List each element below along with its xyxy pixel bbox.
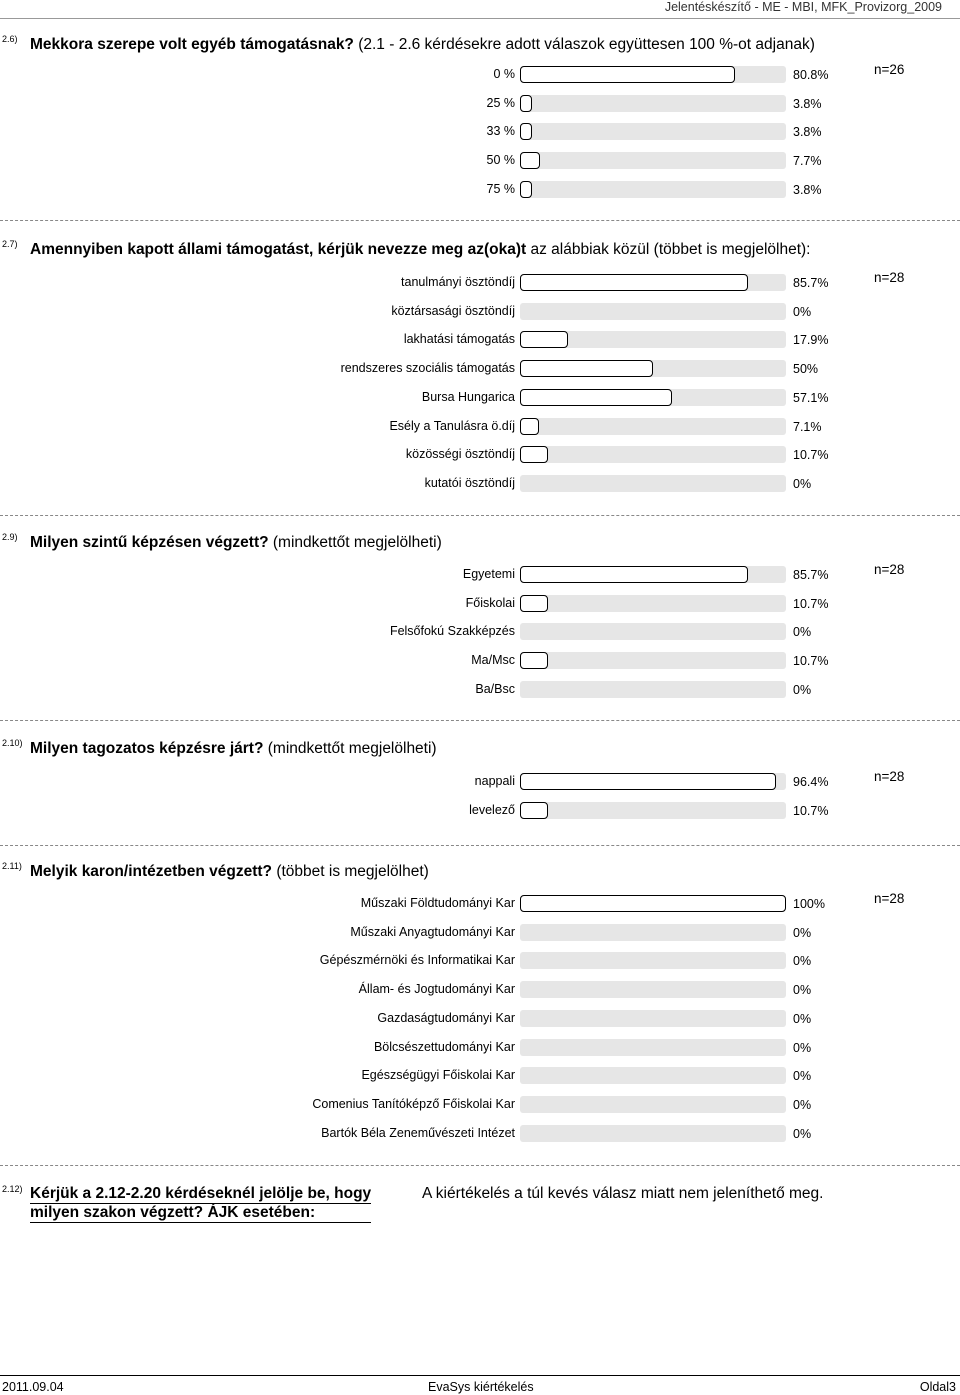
option-percentage: 50% — [793, 362, 819, 377]
question-text-rest: (többet is megjelölhet) — [272, 863, 429, 880]
bar-track — [520, 566, 786, 583]
option-percentage: 7.1% — [793, 419, 822, 434]
question-text-bold: Milyen tagozatos képzésre járt? — [30, 740, 264, 757]
option-percentage: 0% — [793, 1097, 812, 1112]
respondent-count: n=28 — [874, 891, 905, 906]
respondent-count: n=28 — [874, 270, 905, 285]
question-text-bold: Mekkora szerepe volt egyéb támogatásnak? — [30, 36, 354, 53]
bar-fill — [520, 95, 532, 112]
bar-track — [520, 1096, 786, 1113]
bar-track — [520, 446, 786, 463]
option-percentage: 10.7% — [793, 448, 829, 463]
bar-track — [520, 152, 786, 169]
option-label: Ba/Bsc — [475, 681, 515, 696]
option-percentage: 10.7% — [793, 654, 829, 669]
bar-fill — [520, 895, 786, 912]
bar-track — [520, 123, 786, 140]
question-text-rest: (mindkettőt megjelölheti) — [268, 534, 442, 551]
section-divider — [0, 1165, 960, 1166]
question-number: 2.10) — [2, 738, 23, 748]
bar-track — [520, 652, 786, 669]
bar-fill — [520, 652, 548, 669]
bar-track — [520, 952, 786, 969]
option-label: Felsőfokú Szakképzés — [389, 624, 515, 639]
option-label: 0 % — [493, 67, 515, 81]
question-number: 2.7) — [2, 239, 18, 249]
option-percentage: 96.4% — [793, 775, 829, 789]
bar-track — [520, 331, 786, 348]
option-percentage: 17.9% — [793, 333, 829, 348]
footer-center: EvaSys kiértékelés — [428, 1380, 534, 1394]
option-label: Állam- és Jogtudományi Kar — [358, 982, 515, 997]
report-title: Jelentéskészítő - ME - MBI, MFK_Provizorg_2009 — [664, 0, 942, 14]
option-percentage: 57.1% — [793, 390, 829, 405]
bar-track — [520, 895, 786, 912]
bar-fill — [520, 66, 735, 83]
question-text — [30, 863, 429, 881]
bar-track — [520, 475, 786, 492]
bar-fill — [520, 274, 748, 291]
option-percentage: 0% — [793, 925, 812, 940]
footer-page: Oldal3 — [919, 1380, 956, 1394]
footer-date: 2011.09.04 — [2, 1380, 64, 1394]
bar-track — [520, 303, 786, 320]
bar-fill — [520, 360, 653, 377]
option-label: rendszeres szociális támogatás — [340, 361, 515, 376]
bar-track — [520, 360, 786, 377]
question-number: 2.6) — [2, 34, 18, 44]
bar-fill — [520, 152, 540, 169]
bar-track — [520, 981, 786, 998]
option-percentage: 0% — [793, 1126, 812, 1141]
bar-track — [520, 1039, 786, 1056]
bar-track — [520, 181, 786, 198]
option-label: Bartók Béla Zeneművészeti Intézet — [321, 1125, 515, 1140]
bar-track — [520, 924, 786, 941]
option-label: tanulmányi ösztöndíj — [401, 275, 515, 289]
question-text — [30, 1185, 371, 1223]
bar-fill — [520, 773, 776, 790]
option-label: Gazdaságtudományi Kar — [377, 1010, 515, 1025]
option-label: Műszaki Anyagtudományi Kar — [350, 924, 515, 939]
option-percentage: 80.8% — [793, 68, 829, 82]
bar-fill — [520, 123, 532, 140]
bar-fill — [520, 802, 548, 819]
question-number: 2.12) — [2, 1184, 23, 1194]
question-text — [30, 241, 810, 259]
option-label: Egészségügyi Főiskolai Kar — [361, 1068, 515, 1083]
option-percentage: 3.8% — [793, 182, 822, 197]
option-label: lakhatási támogatás — [403, 332, 515, 347]
question-text-rest: (2.1 - 2.6 kérdésekre adott válaszok együttesen 100 %-ot adjanak) — [353, 36, 815, 53]
option-label: Comenius Tanítóképző Főiskolai Kar — [312, 1096, 515, 1111]
bar-track — [520, 1067, 786, 1084]
bar-track — [520, 802, 786, 819]
bar-track — [520, 274, 786, 291]
section-divider — [0, 220, 960, 221]
option-percentage: 100% — [793, 897, 825, 911]
bar-track — [520, 418, 786, 435]
bar-track — [520, 773, 786, 790]
section-divider — [0, 845, 960, 846]
bar-fill — [520, 181, 532, 198]
footer-rule — [0, 1375, 960, 1376]
option-percentage: 3.8% — [793, 125, 822, 140]
option-percentage: 85.7% — [793, 276, 829, 290]
option-label: kutatói ösztöndíj — [424, 475, 515, 490]
option-label: Egyetemi — [462, 567, 515, 581]
option-percentage: 0% — [793, 983, 812, 998]
bar-track — [520, 389, 786, 406]
header-rule — [0, 18, 960, 19]
question-number: 2.11) — [2, 861, 22, 871]
option-percentage: 0% — [793, 304, 812, 319]
bar-track — [520, 681, 786, 698]
option-label: Főiskolai — [465, 595, 515, 610]
bar-track — [520, 66, 786, 83]
section-divider — [0, 515, 960, 516]
option-label: levelező — [469, 802, 515, 817]
bar-fill — [520, 389, 672, 406]
option-label: 25 % — [486, 95, 515, 110]
bar-fill — [520, 566, 748, 583]
option-percentage: 85.7% — [793, 568, 829, 582]
option-label: 33 % — [486, 124, 515, 139]
option-label: köztársasági ösztöndíj — [391, 303, 515, 318]
option-percentage: 0% — [793, 682, 812, 697]
question-text-bold: Melyik karon/intézetben végzett? — [30, 863, 273, 880]
insufficient-responses-message: A kiértékelés a túl kevés válasz miatt nem jeleníthető meg. — [422, 1185, 824, 1202]
bar-track — [520, 623, 786, 640]
question-text — [30, 740, 437, 758]
option-label: Bursa Hungarica — [421, 389, 515, 404]
question-text-rest: az alábbiak közül (többet is megjelölhet): — [526, 241, 811, 258]
bar-track — [520, 595, 786, 612]
respondent-count: n=28 — [874, 769, 905, 784]
question-number: 2.9) — [2, 532, 18, 542]
option-percentage: 0% — [793, 954, 812, 969]
option-label: Ma/Msc — [471, 653, 515, 668]
question-text-rest: (mindkettőt megjelölheti) — [263, 740, 437, 757]
option-label: közösségi ösztöndíj — [405, 447, 515, 462]
option-percentage: 0% — [793, 1011, 812, 1026]
question-text-bold: Milyen szintű képzésen végzett? — [30, 534, 269, 551]
option-label: 50 % — [486, 153, 515, 168]
question-text-line1: Kérjük a 2.12-2.20 kérdéseknél jelölje be, hogy — [30, 1185, 372, 1202]
bar-fill — [520, 446, 548, 463]
option-percentage: 0% — [793, 1040, 812, 1055]
question-text — [30, 534, 442, 552]
question-text-bold: Amennyiben kapott állami támogatást, kérjük nevezze meg az(oka)t — [30, 241, 527, 258]
respondent-count: n=28 — [874, 562, 905, 577]
respondent-count: n=26 — [874, 62, 905, 77]
bar-track — [520, 1125, 786, 1142]
question-text — [30, 36, 815, 54]
option-label: 75 % — [486, 181, 515, 196]
option-label: Esély a Tanulásra ö.díj — [389, 418, 515, 433]
option-percentage: 0% — [793, 625, 812, 640]
bar-fill — [520, 595, 548, 612]
option-label: Műszaki Földtudományi Kar — [360, 896, 515, 910]
bar-fill — [520, 331, 568, 348]
option-percentage: 10.7% — [793, 803, 829, 818]
option-percentage: 0% — [793, 476, 812, 491]
bar-track — [520, 95, 786, 112]
question-text-line2: milyen szakon végzett? ÁJK esetében: — [30, 1204, 371, 1223]
option-label: Gépészmérnöki és Informatikai Kar — [319, 953, 515, 968]
bar-track — [520, 1010, 786, 1027]
option-percentage: 0% — [793, 1069, 812, 1084]
option-percentage: 10.7% — [793, 596, 829, 611]
option-percentage: 7.7% — [793, 154, 822, 169]
option-label: nappali — [474, 774, 515, 788]
bar-fill — [520, 418, 539, 435]
option-percentage: 3.8% — [793, 96, 822, 111]
option-label: Bölcsészettudományi Kar — [373, 1039, 515, 1054]
section-divider — [0, 720, 960, 721]
